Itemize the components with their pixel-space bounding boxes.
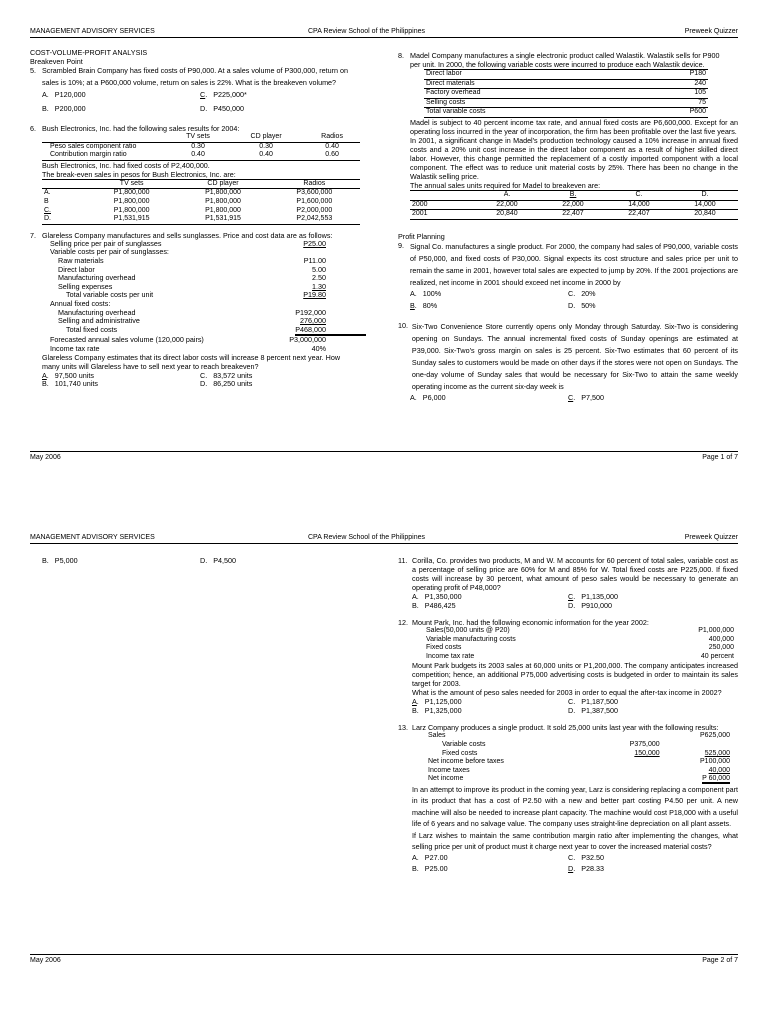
q10-choice-c[interactable]: C. P7,500 [568,392,604,402]
q7-cost-value: P19.80 [303,290,326,300]
q12-choices [398,697,738,715]
footer-rule [30,954,738,955]
q7-cost-value: P468,000 [295,326,366,337]
footer-page: Page 1 of 7 [702,454,738,461]
q10-text: Six-Two Convenience Store currently opens only Monday through Saturday. Six-Two is considering opening on Sundays. The annual incremental fixed costs of Sunday openings are estimated at P39,000. Six-Two's gross margin on sales is 25 percent. Six-Two estimates that 60 percent of its Sunday sales to customers would be made on other days if the stores were not open on Sundays. The one-day volume of Sunday sales that would be necessary for Six-Two to attain the same weekly operating income as the current six-day week is [411,321,738,391]
q7-cost-value: 1.30 [312,281,326,291]
q7-cost-label: Manufacturing overhead [58,307,136,317]
q8-cost-table: Direct labor P180 Direct materials 240 Factory overhead 105 Selling costs 75 Total variable costs P600 [424,69,708,118]
q5-choices [30,90,370,116]
q13-text-1: Larz Company produces a single product. It sold 25,000 units last year with the following results: [412,723,719,733]
q8-para-1: Madel is subject to 40 percent income tax rate, and annual fixed costs are P6,600,000. Except for an operating loss incurred in the year of incorporation, the firm has been profitable over the last five years. [410,117,738,136]
section-profit-planning: Profit Planning [398,231,445,241]
q5-choice-c[interactable]: C. P225,000* [200,90,247,99]
q12-text-1: Mount Park, Inc. had the following economic information for the year 2002: [412,618,649,627]
q6-ratio-table: TV sets CD player Radios Peso sales component ratio 0.30 0.30 0.40 Contribution margin ratio 0.40 0.40 0.60 [42,133,360,161]
q11-choice-c[interactable]: C. P1,135,000 [568,592,618,601]
q13-text-2: In an attempt to improve its product in the coming year, Larz is considering replacing a component part in its product that has a cost of P2.50 with a new and better part costing P4.50 per unit. A new machine will also be needed to increase plant capacity. The machine would cost P18,000 with a useful life of 6 years and no salvage value. The company uses straight-line depreciation on all plant assets. [412,784,739,829]
q7-cost-value: P11.00 [303,255,326,265]
q6-text-1: Bush Electronics, Inc. had the following sales results for 2004: [42,124,240,133]
q8-answer-table: A. B. C. D. 2000 22,000 22,000 14,000 14,000 2001 20,840 22,407 22,407 20,840 [410,190,738,220]
q7-text-3: many units will Glareless have to sell next year to reach breakeven? [42,362,259,372]
q7-cost-value [326,248,366,257]
q7-cost-value: 5.00 [312,264,326,274]
question-5 [30,66,370,116]
q5-choice-d[interactable]: D. P450,000 [200,104,244,113]
q6-text-2: Bush Electronics, Inc. had fixed costs of P2,400,000. [42,160,210,170]
q11-choice-d[interactable]: D. P910,000 [568,601,612,610]
footer-rule [30,451,738,452]
q6-text-3: The break-even sales in pesos for Bush Electronics, Inc. are: [42,169,236,179]
q10-choices-bottom [30,556,370,566]
q7-cost-value: P25.00 [303,238,326,248]
q8-text-1: Madel Company manufactures a single electronic product called Walastik. Walastik sells for P900 [410,51,720,60]
q7-cost-label: Variable costs per pair of sunglasses: [50,247,169,257]
q12-choice-b[interactable]: B. P1,325,000 [412,706,462,716]
q7-cost-value: P3,000,000 [289,335,326,345]
q7-cost-label: Manufacturing overhead [58,273,136,283]
header-rule [30,543,738,544]
q7-cost-value: P192,000 [295,307,326,317]
q12-choice-c[interactable]: C. P1,187,500 [568,697,618,707]
q12-text-3: What is the amount of peso sales needed for 2003 in order to equal the after-tax income in 2002? [412,688,722,698]
q8-text-2: per unit. In 2000, the following variable costs were incurred to produce each Walastik device. [410,60,705,69]
header-rule [30,37,738,38]
q12-text-2: Mount Park budgets its 2003 sales at 60,000 units or P1,200,000. The company anticipates increased competition; hence, an additional P75,000 advertising costs is budgeted in order to maintain its sales target for 2003. [412,661,738,689]
question-6: 6. Bush Electronics, Inc. had the following sales results for 2004: TV sets CD player Radios Peso sales component ratio 0.30 0.30 0.40 Contribution margin ratio 0.40 0.40 0.60 Bush Electronics, Inc. had fixed costs of P2,400,000. The break-even sales in pesos for Bush Electronics, Inc. are: TV sets CD player Radios A. P1,800,000 P1,800,000 P3,600,000 B P1,800,000 P1,800,000 P1,600,000 C. P1,800,000 P1,800,000 P2,000,000 D. P1,531,915 P1,531,915 P2,042,553 [30,124,370,225]
right-column-p1 [398,51,738,403]
q5-choice-a[interactable]: A. P120,000 [42,90,86,99]
q11-choice-b[interactable]: B. P486,425 [412,601,456,610]
q7-cost-label: Raw materials [58,255,104,265]
q12-choice-d[interactable]: D. P1,387,500 [568,706,618,716]
q10-choice-b[interactable]: B. P5,000 [42,556,78,565]
question-13: 13. Larz Company produces a single product. It sold 25,000 units last year with the following results: Sales P625,000 Variable costs P375,000 Fixed costs 150,000 525,000 Net income before taxes P100,000 Income taxes 40,000 Net income P 60,000 In an attempt to improve its product in the coming year, Larz is considering replacing a component part in its product that has a cost of P2.50 with a new and better part costing P4.50 per unit. A new machine will also be needed to increase plant capacity. The machine would cost P18,000 with a useful life of 6 years and no salvage value. The company uses straight-line depreciation on all plant assets. If Larz wishes to maintain the same contribution margin ratio after implementing the changes, what selling price per unit of product must it charge next year to cover the increased material costs? A. P27.00 C. P32.50 B. P25.00 D. P28.33 [398,723,739,873]
q7-text-2: Glareless Company estimates that its direct labor costs will increase 8 percent next year. How [42,353,341,363]
q10-choice-a[interactable]: A. P6,000 [410,392,446,402]
q6-choice-d[interactable]: D. P1,531,915 P1,531,915 P2,042,553 [42,215,360,224]
q5-choice-b[interactable]: B. P200,000 [42,104,86,113]
question-10: 10. Six-Two Convenience Store currently opens only Monday through Saturday. Six-Two is considering opening on Sundays. The annual incremental fixed costs of Sunday openings are estimated at P39,000. Six-Two's gross margin on sales is 25 percent. Six-Two estimates that 60 percent of its Sunday sales to customers would be made on other days if the stores were not open on Sundays. The one-day volume of Sunday sales that would be necessary for Six-Two to attain the same weekly operating income as the current six-day week is A. P6,000 C. P7,500 [398,320,738,402]
q9-choice-a[interactable]: A. 100% [410,288,442,298]
q7-cost-label: Total variable costs per unit [66,290,154,300]
q7-choice-a[interactable]: A. 97,500 units [42,371,94,381]
header-right: Preweek Quizzer [684,28,738,35]
section-subtitle: Breakeven Point [30,57,83,66]
q7-choice-b[interactable]: B. 101,740 units [42,379,98,389]
q7-choice-d[interactable]: D. 86,250 units [200,379,253,389]
right-column-p2 [398,556,738,875]
q7-choices [30,371,370,389]
q5-text-2: sales is 10%; at a P600,000 volume, return on sales is 22%. What is the breakeven volume? [42,78,337,87]
q8-para-2: In 2001, a significant change in Madel's production technology caused a 10% increase in annual fixed costs and a 20% unit cost increase in the direct labor component as a result of higher skilled direct labor. However, this change permitted the replacement of a costly imported component with a local component. The effect was to reduce unit material costs by 25%. There has been no change in the Walastik selling price. [410,135,738,181]
left-column-p1 [30,48,370,389]
q7-text-1: Glareless Company manufactures and sells sunglasses. Price and cost data are as follows: [42,230,333,240]
q13-income-table: Sales P625,000 Variable costs P375,000 Fixed costs 150,000 525,000 Net income before taxes P100,000 Income taxes 40,000 Net income P 60,000 [428,732,730,783]
q9-text: Signal Co. manufactures a single product. For 2000, the company had sales of P90,000, variable costs of P50,000, and fixed costs of P30,000. Signal expects its cost structure and sales price per unit to remain the same in 2001, however total sales are expected to jump by 20%. If the 2001 projections are realized, net income in 2001 should exceed net income in 2000 by [410,241,738,287]
q9-choice-d[interactable]: D. 50% [568,300,596,310]
q7-cost-label: Selling expenses [58,281,113,291]
q6-choice-table: TV sets CD player Radios A. P1,800,000 P1,800,000 P3,600,000 B P1,800,000 P1,800,000 P1,600,000 C. P1,800,000 P1,800,000 P2,000,000 D. P1,531,915 P1,531,915 P2,042,553 [42,179,360,225]
footer-date: May 2006 [30,454,61,461]
q13-choice-b[interactable]: B. P25.00 [412,863,448,873]
q7-cost-value: 276,000 [300,316,326,326]
question-7: 7. Glareless Company manufactures and sells sunglasses. Price and cost data are as follows: Selling price per pair of sunglasses P25.00 Variable costs per pair of sunglasses: Raw materials P11.00 Direct labor 5.00 Manufacturing overhead 2.50 Selling expenses 1.30 Total variable costs per unit P19.80 Annual fixed costs: Manufacturing overhead P192,000 Selling and administrative 276,000 Total fixed costs P468,000 Forecasted annual sales volume (120,000 pairs) P3,000,000 Income tax rate 40% Glareless Company estimates that its direct labor costs will increase 8 percent next year. How many units will Glareless have to sell next year to reach breakeven? A. 97,500 units C. 83,572 units B. 101,740 units D. 86,250 units [30,231,370,390]
q6-choice-a[interactable]: A. P1,800,000 P1,800,000 P3,600,000 [44,189,333,197]
q7-cost-label: Annual fixed costs: [50,298,111,308]
footer-page: Page 2 of 7 [702,957,738,964]
header-left: MANAGEMENT ADVISORY SERVICES [30,28,155,35]
question-9: 9. Signal Co. manufactures a single product. For 2000, the company had sales of P90,000, variable costs of P50,000, and fixed costs of P30,000. Signal expects its cost structure and sales price per unit to remain the same in 2001, however total sales are expected to jump by 20%. If the 2001 projections are realized, net income in 2001 should exceed net income in 2000 by A. 100% C. 20% B. 80% D. 50% [398,241,738,313]
q11-text: Corilla, Co. provides two products, M and W. M accounts for 60 percent of total sales, variable cost as a percentage of selling price are 60% for M and 85% for W. Total fixed costs are P225,000. If fixed costs will increase by 30 percent, what amount of peso sales would be necessary to generate an operating profit of P48,000? [412,556,738,592]
q12-choice-a[interactable]: A. P1,125,000 [412,697,462,707]
q7-cost-value: 2.50 [312,273,326,283]
q13-choice-a[interactable]: A. P27.00 [412,852,448,862]
question-12: 12. Mount Park, Inc. had the following economic information for the year 2002: Sales(50,000 units @ P20) P1,000,000 Variable manufacturing costs 400,000 Fixed costs 250,000 Income tax rate 40 percent Mount Park budgets its 2003 sales at 60,000 units or P1,200,000. The company anticipates increased competition; hence, an additional P75,000 advertising costs is budgeted in order to maintain its sales target for 2003. What is the amount of peso sales needed for 2003 in order to equal the after-tax income in 2002? A. P1,125,000 C. P1,187,500 B. P1,325,000 D. P1,387,500 [398,618,738,716]
q9-choice-c[interactable]: C. 20% [568,288,596,298]
q13-choice-d[interactable]: D. P28.33 [568,863,604,873]
question-8: 8. Madel Company manufactures a single electronic product called Walastik. Walastik sells for P900 per unit. In 2000, the following variable costs were incurred to produce each Walastik device. Direct labor P180 Direct materials 240 Factory overhead 105 Selling costs 75 Total variable costs P600 Madel is subject to 40 percent income tax rate, and annual fixed costs are P6,600,000. Except for an operating loss incurred in the year of incorporation, the firm has been profitable over the last five years. In 2001, a significant change in Madel's production technology caused a 10% increase in annual fixed costs and a 20% unit cost increase in the direct labor component as a result of higher skilled direct labor. However, this change permitted the replacement of a costly imported component with a local component. The effect was to reduce unit material costs by 25%. There has been no change in the Walastik selling price. The annual sales units required for Madel to breakeven are: A. B. C. D. 2000 22,000 22,000 14,000 14,000 2001 20,840 22,407 22,407 20,840 [398,51,738,220]
q7-cost-label: Direct labor [58,264,95,274]
q8-text-3: The annual sales units required for Madel to breakeven are: [410,180,601,190]
header-center: CPA Review School of the Philippines [308,28,425,35]
q11-choices [398,592,738,610]
q12-info-table: Sales(50,000 units @ P20) P1,000,000 Variable manufacturing costs 400,000 Fixed costs 250,000 Income tax rate 40 percent [426,627,734,660]
q5-text-1: Scrambled Brain Company has fixed costs of P90,000. At a sales volume of P300,000, return on [42,66,349,75]
q9-choices [398,289,738,313]
q11-choice-a[interactable]: A. P1,350,000 [412,592,462,601]
q7-cost-label: Selling and administrative [58,316,140,326]
q10-choice-d[interactable]: D. P4,500 [200,556,236,565]
q7-cost-list [30,240,366,354]
q9-choice-b[interactable]: B. 80% [410,300,438,310]
q7-cost-value: 40% [311,343,326,353]
q13-text-3: If Larz wishes to maintain the same contribution margin ratio after implementing the changes, what selling price per unit of product must it charge next year to cover the increased material costs? [412,830,738,852]
q7-cost-value [326,300,366,309]
q7-cost-label: Forecasted annual sales volume (120,000 pairs) [50,335,204,345]
question-number: 5. [30,66,36,75]
q7-cost-label: Total fixed costs [66,324,118,334]
q6-choice-b[interactable]: B P1,800,000 P1,800,000 P1,600,000 [44,197,333,205]
question-11: 11. Corilla, Co. provides two products, M and W. M accounts for 60 percent of total sales, variable cost as a percentage of selling price are 60% for M and 85% for W. Total fixed costs are P225,000. If fixed costs will increase by 30 percent, what amount of peso sales would be necessary to generate an operating profit of P48,000? A. P1,350,000 C. P1,135,000 B. P486,425 D. P910,000 [398,556,738,610]
q7-choice-c[interactable]: C. 83,572 units [200,371,253,381]
q10-choices-top [398,393,738,403]
section-title: COST-VOLUME-PROFIT ANALYSIS [30,48,148,57]
q7-cost-line [50,345,366,354]
q6-choice-c[interactable]: C. P1,800,000 P1,800,000 P2,000,000 [44,206,333,214]
q13-choice-c[interactable]: C. P32.50 [568,852,604,862]
q7-cost-label: Income tax rate [50,343,100,353]
q7-cost-label: Selling price per pair of sunglasses [50,238,162,248]
q13-choices [398,853,738,875]
footer-date: May 2006 [30,957,61,964]
